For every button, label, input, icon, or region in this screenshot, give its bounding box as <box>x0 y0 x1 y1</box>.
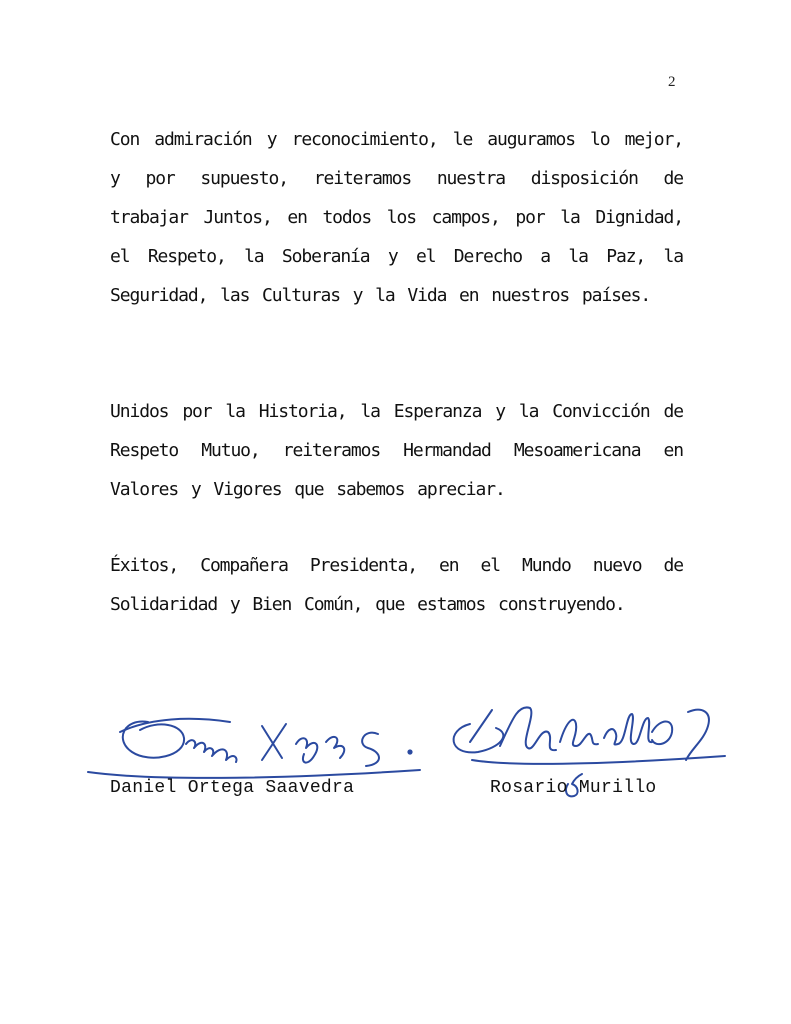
page-number: 2 <box>668 74 676 90</box>
signer-name-rosario-murillo: Rosario Murillo <box>490 778 657 798</box>
paragraph-2: Unidos por la Historia, la Esperanza y la Convicción de Respeto Mutuo, reiteramos Hermandad Mesoamericana en Valores y Vigores que sabemos apreciar. <box>110 401 683 500</box>
signer-name-daniel-ortega: Daniel Ortega Saavedra <box>110 778 355 798</box>
paragraph-1: Con admiración y reconocimiento, le auguramos lo mejor, y por supuesto, reiteramos nuestra disposición de trabajar Juntos, en todos los campos, por la Dignidad, el Respeto, la Soberanía y el Derecho a la Paz, la Seguridad, las Culturas y la Vida en nuestros países. <box>110 129 683 306</box>
paragraph-3: Éxitos, Compañera Presidenta, en el Mundo nuevo de Solidaridad y Bien Común, que estamos construyendo. <box>110 555 683 615</box>
signature-daniel-ortega <box>88 719 420 778</box>
